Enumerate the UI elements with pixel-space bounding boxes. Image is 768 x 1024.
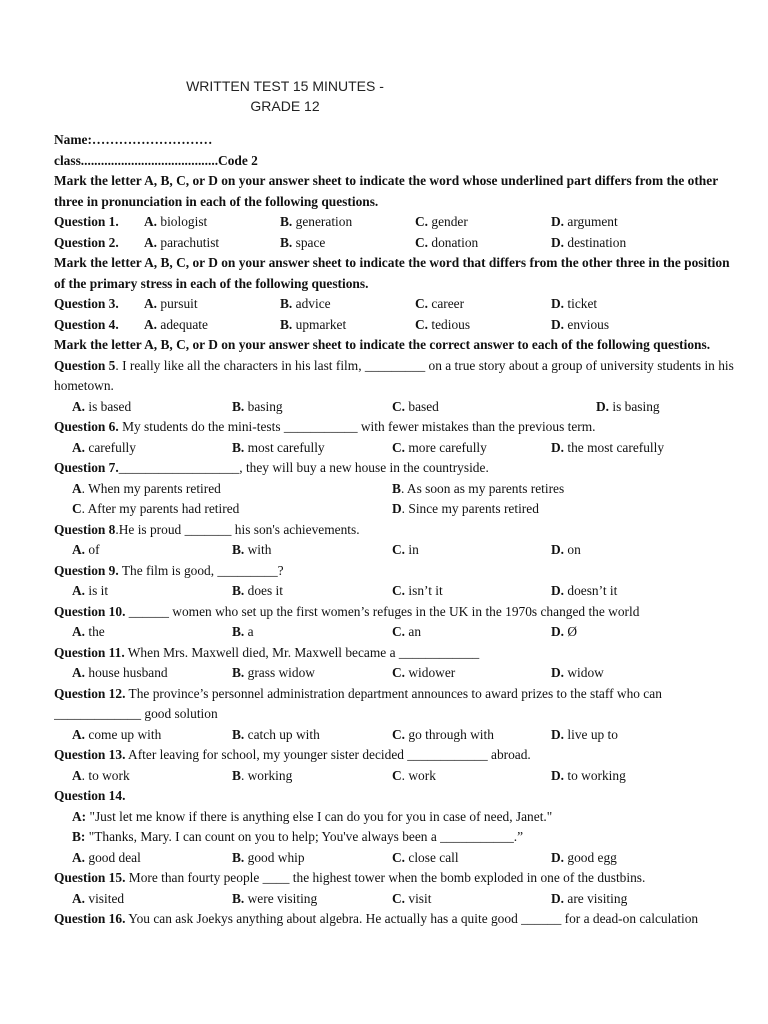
- option-d: D. argument: [551, 214, 618, 229]
- option-a: A. visited: [72, 890, 125, 906]
- option-c: C. work: [392, 767, 436, 783]
- question-6-options: [54, 438, 734, 459]
- option-d: D. are visiting: [551, 890, 628, 906]
- question-12-options: [54, 725, 734, 746]
- option-b: B. advice: [280, 296, 331, 311]
- option-a: A. of: [72, 542, 100, 557]
- question-1: Question 1. A. biologist B. generation C. gender D. argument: [54, 212, 734, 233]
- option-b: B. with: [232, 542, 272, 557]
- question-11: Question 11. When Mrs. Maxwell died, Mr. Maxwell became a ____________: [54, 644, 480, 660]
- option-d: D. on: [551, 542, 581, 557]
- question-7: Question 7.__________________, they will buy a new house in the countryside.: [54, 460, 489, 475]
- question-5: Question 5. I really like all the characters in his last film, _________ on a true story about a group of university students in his hometown.: [54, 357, 734, 393]
- option-c: C. close call: [392, 849, 459, 865]
- option-c: C. visit: [392, 890, 432, 906]
- option-a: A. carefully: [72, 439, 136, 455]
- instruction-correct-answer: Mark the letter A, B, C, or D on your answer sheet to indicate the correct answer to each of the following questions.: [54, 337, 711, 352]
- option-d: D. doesn’t it: [551, 583, 618, 598]
- question-8-options: [54, 540, 734, 561]
- option-c: C. After my parents had retired: [72, 501, 240, 516]
- question-14-speaker-a: A: "Just let me know if there is anything else I can do you for you in case of need, Janet.": [72, 808, 553, 824]
- question-8: Question 8.He is proud _______ his son's achievements.: [54, 521, 360, 537]
- question-10-options: [54, 622, 734, 643]
- option-c: C. career: [415, 296, 465, 311]
- option-d: D. widow: [551, 665, 604, 680]
- question-3: Question 3. A. pursuit B. advice C. career D. ticket: [54, 294, 734, 315]
- option-d: D. live up to: [551, 726, 618, 742]
- option-c: C. isn’t it: [392, 583, 443, 598]
- class-line: class.........................................Code 2: [54, 152, 258, 168]
- option-c: C. more carefully: [392, 439, 487, 455]
- option-a: A. house husband: [72, 665, 168, 680]
- question-9: Question 9. The film is good, _________?: [54, 562, 284, 578]
- option-d: D. to working: [551, 767, 626, 783]
- question-16: Question 16. You can ask Joekys anything about algebra. He actually has a quite good ______ for a dead-on calculation: [54, 911, 699, 926]
- option-a: A. is based: [72, 398, 132, 414]
- option-d: D. destination: [551, 234, 627, 250]
- question-5-options: [54, 397, 734, 418]
- option-d: D. the most carefully: [551, 439, 665, 455]
- question-15-options: [54, 889, 734, 910]
- option-c: C. based: [392, 398, 439, 414]
- option-c: C. go through with: [392, 726, 494, 742]
- question-14: Question 14.: [54, 788, 126, 803]
- question-15: Question 15. More than fourty people ____ the highest tower when the bomb exploded in one of the dustbins.: [54, 870, 646, 885]
- option-b: B. working: [232, 767, 293, 783]
- question-4: Question 4. A. adequate B. upmarket C. tedious D. envious: [54, 315, 734, 336]
- option-a: A. good deal: [72, 849, 141, 865]
- option-c: C. donation: [415, 234, 479, 250]
- option-b: B. As soon as my parents retires: [392, 480, 565, 496]
- option-b: B. upmarket: [280, 316, 347, 332]
- option-a: A. the: [72, 624, 105, 639]
- instruction-pronunciation: Mark the letter A, B, C, or D on your answer sheet to indicate the word whose underlined part differs from the other three in pronunciation in each of the following questions.: [54, 173, 718, 209]
- test-grade: GRADE 12: [250, 98, 320, 114]
- option-c: C. gender: [415, 214, 468, 229]
- question-6: Question 6. My students do the mini-tests ___________ with fewer mistakes than the previous term.: [54, 419, 596, 434]
- option-a: A. When my parents retired: [72, 480, 221, 496]
- question-11-options: [54, 663, 734, 684]
- option-b: B. a: [232, 624, 254, 639]
- option-d: D. ticket: [551, 296, 598, 311]
- option-b: B. were visiting: [232, 890, 318, 906]
- code-label: Code 2: [218, 152, 258, 168]
- option-d: D. Since my parents retired: [392, 501, 539, 516]
- option-a: A. to work: [72, 767, 130, 783]
- option-b: B. most carefully: [232, 439, 325, 455]
- option-d: D. good egg: [551, 849, 617, 865]
- option-a: A. adequate: [144, 316, 208, 332]
- test-title: WRITTEN TEST 15 MINUTES -: [186, 78, 384, 94]
- option-b: B. grass widow: [232, 665, 315, 680]
- question-10: Question 10. ______ women who set up the first women’s refuges in the UK in the 1970s changed the world: [54, 603, 640, 619]
- option-a: A. biologist: [144, 214, 208, 229]
- option-a: A. parachutist: [144, 234, 220, 250]
- question-7-options-cd: [54, 499, 734, 520]
- worksheet-content: [54, 130, 734, 930]
- option-b: B. good whip: [232, 849, 305, 865]
- option-b: B. basing: [232, 398, 283, 414]
- option-b: B. does it: [232, 583, 283, 598]
- name-line: Name:………………………: [54, 132, 213, 147]
- option-b: B. catch up with: [232, 726, 320, 742]
- question-14-options: [54, 848, 734, 869]
- question-7-options-ab: [54, 479, 734, 500]
- question-9-options: [54, 581, 734, 602]
- option-b: B. generation: [280, 214, 353, 229]
- option-a: A. come up with: [72, 726, 162, 742]
- question-2: Question 2. A. parachutist B. space C. donation D. destination: [54, 233, 734, 254]
- option-c: C. widower: [392, 665, 456, 680]
- option-a: A. is it: [72, 583, 109, 598]
- question-13-options: [54, 766, 734, 787]
- option-c: C. an: [392, 624, 422, 639]
- option-c: C. tedious: [415, 316, 471, 332]
- question-13: Question 13. After leaving for school, my younger sister decided ____________ abroad.: [54, 747, 531, 762]
- option-d: D. Ø: [551, 624, 578, 639]
- option-c: C. in: [392, 542, 419, 557]
- question-14-speaker-b: B: "Thanks, Mary. I can count on you to help; You've always been a ___________.”: [72, 829, 524, 844]
- option-d: D. envious: [551, 316, 610, 332]
- instruction-stress: Mark the letter A, B, C, or D on your answer sheet to indicate the word that differs from the other three in the position of the primary stress in each of the following questions.: [54, 255, 730, 291]
- option-d: D. is basing: [596, 398, 660, 414]
- option-a: A. pursuit: [144, 296, 198, 311]
- question-12: Question 12. The province’s personnel administration department announces to award prizes to the staff who can _____________ good solution: [54, 685, 662, 721]
- option-b: B. space: [280, 234, 326, 250]
